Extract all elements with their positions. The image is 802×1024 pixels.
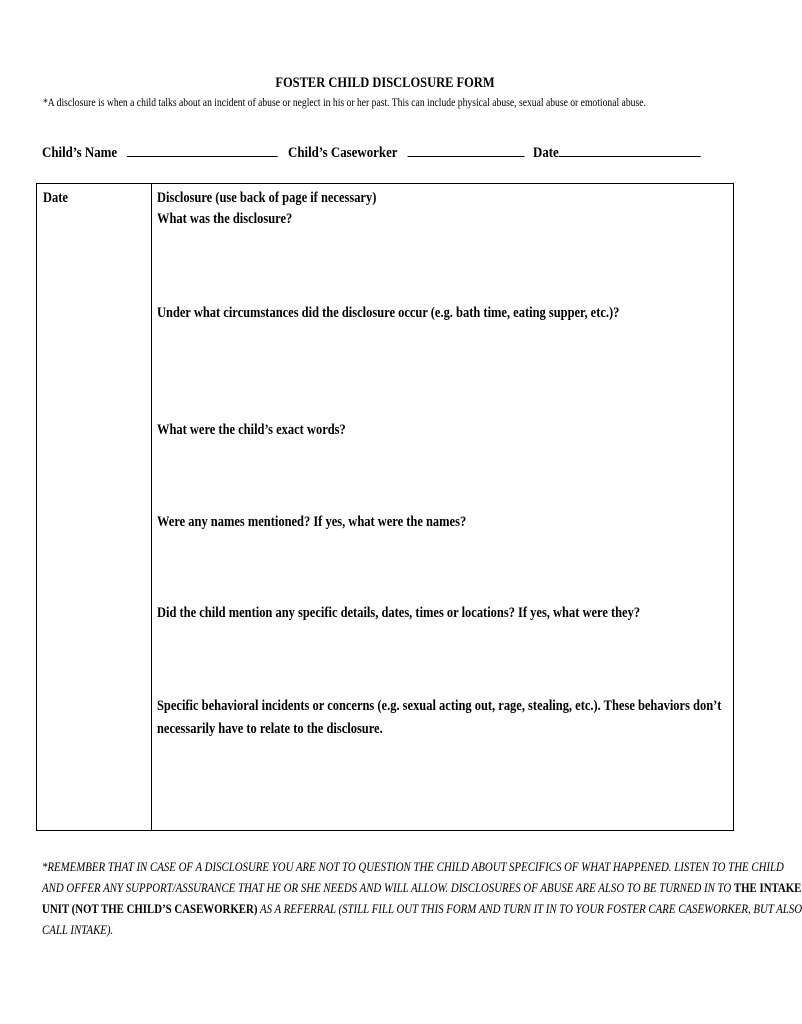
footer-line-3: [42, 899, 802, 920]
form-title: FOSTER CHILD DISCLOSURE FORM: [275, 75, 495, 91]
child-name-field: [42, 142, 278, 162]
question-behaviors: Specific behavioral incidents or concerns (e.g. sexual acting out, rage, stealing, etc.). These behaviors don’t: [157, 698, 722, 714]
child-name-label: Child’s Name: [42, 145, 118, 161]
footer-unit-emphasis: UNIT (NOT THE CHILD’S CASEWORKER): [42, 902, 258, 916]
footer-intake-emphasis: THE INTAKE: [733, 881, 802, 895]
question-circumstances: Under what circumstances did the disclosure occur (e.g. bath time, eating supper, etc.)?: [157, 305, 620, 321]
date-label: Date: [533, 145, 559, 161]
form-subtitle: *A disclosure is when a child talks about an incident of abuse or neglect in his or her past. This can include physical abuse, sexual abuse or emotional abuse.: [43, 97, 646, 109]
column-divider: [151, 184, 152, 830]
question-names: Were any names mentioned? If yes, what were the names?: [157, 514, 467, 530]
question-details: Did the child mention any specific details, dates, times or locations? If yes, what were they?: [157, 605, 641, 621]
caseworker-input[interactable]: [407, 142, 524, 157]
question-behaviors-cont: necessarily have to relate to the disclosure.: [157, 721, 383, 737]
footer-line-1: *REMEMBER THAT IN CASE OF A DISCLOSURE YOU ARE NOT TO QUESTION THE CHILD ABOUT SPECIFICS OF WHAT HAPPENED. LISTEN TO THE CHILD: [42, 860, 784, 874]
caseworker-label: Child’s Caseworker: [288, 145, 398, 161]
caseworker-field: [288, 142, 524, 162]
date-field: [533, 142, 701, 162]
date-column-header: Date: [43, 190, 68, 206]
footer-line-3-text: AS A REFERRAL (STILL FILL OUT THIS FORM AND TURN IT IN TO YOUR FOSTER CARE CASEWORKER, BUT ALSO: [257, 902, 802, 916]
footer-line-2-text: AND OFFER ANY SUPPORT/ASSURANCE THAT HE OR SHE NEEDS AND WILL ALLOW. DISCLOSURES OF ABUSE ARE ALSO TO BE TURNED IN TO: [42, 881, 734, 895]
question-exact-words: What were the child’s exact words?: [157, 422, 346, 438]
header-fields: [42, 142, 742, 162]
footer-line-2: [42, 878, 802, 899]
footer-line-4: CALL INTAKE).: [42, 923, 114, 937]
footer-note: [42, 857, 802, 941]
child-name-input[interactable]: [127, 142, 278, 157]
date-input[interactable]: [559, 142, 701, 157]
disclosure-table: [36, 183, 734, 831]
question-disclosure: What was the disclosure?: [157, 211, 293, 227]
disclosure-column-header: Disclosure (use back of page if necessary): [157, 190, 377, 206]
